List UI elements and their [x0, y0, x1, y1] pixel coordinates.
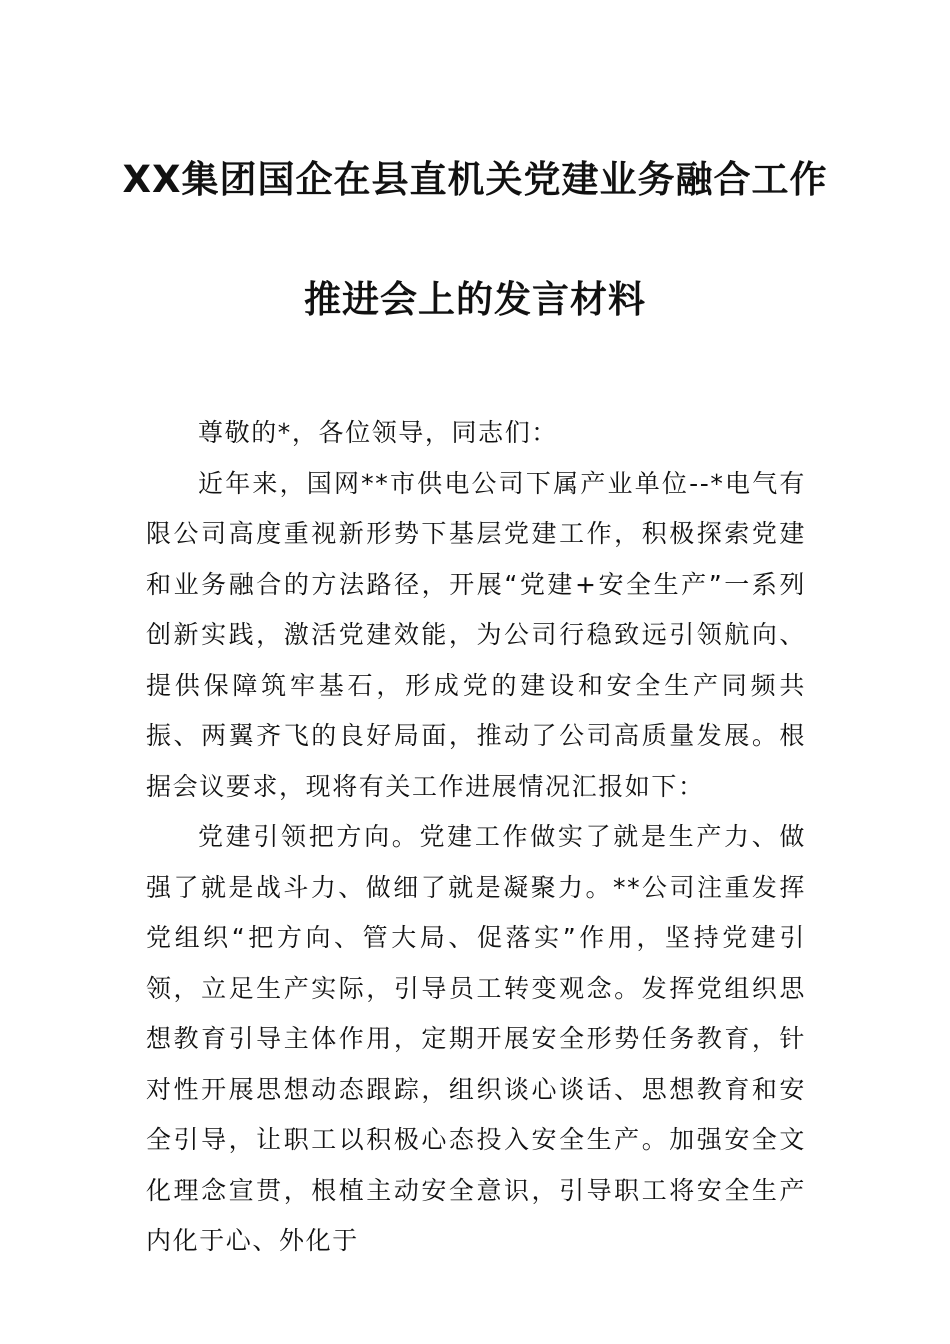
salutation-paragraph: 尊敬的*，各位领导，同志们： [198, 418, 558, 447]
party-building-paragraph: 党建引领把方向。党建工作做实了就是生产力、做强了就是战斗力、做细了就是凝聚力。**公司注重发挥党组织“把方向、管大局、促落实”作用，坚持党建引领，立足生产实际，引导员工转变观念。发挥党组织思想教育引导主体作用，定期开展安全形势任务教育，针对性开展思想动态跟踪，组织谈心谈话、思想教育和安全引导，让职工以积极心态投入安全生产。加强安全文化理念宣贯，根植主动安全意识，引导职工将安全生产内化于心、外化于 [146, 822, 806, 1255]
document-title-line-2: 推进会上的发言材料 [304, 278, 646, 321]
intro-paragraph: 近年来，国网**市供电公司下属产业单位--*电气有限公司高度重视新形势下基层党建工作，积极探索党建和业务融合的方法路径，开展“党建+安全生产”一系列创新实践，激活党建效能，为公司行稳致远引领航向、提供保障筑牢基石，形成党的建设和安全生产同频共振、两翼齐飞的良好局面，推动了公司高质量发展。根据会议要求，现将有关工作进展情况汇报如下： [146, 468, 806, 801]
document-body [146, 408, 806, 1267]
document-title-line-1: XX集团国企在县直机关党建业务融合工作 [122, 158, 828, 201]
